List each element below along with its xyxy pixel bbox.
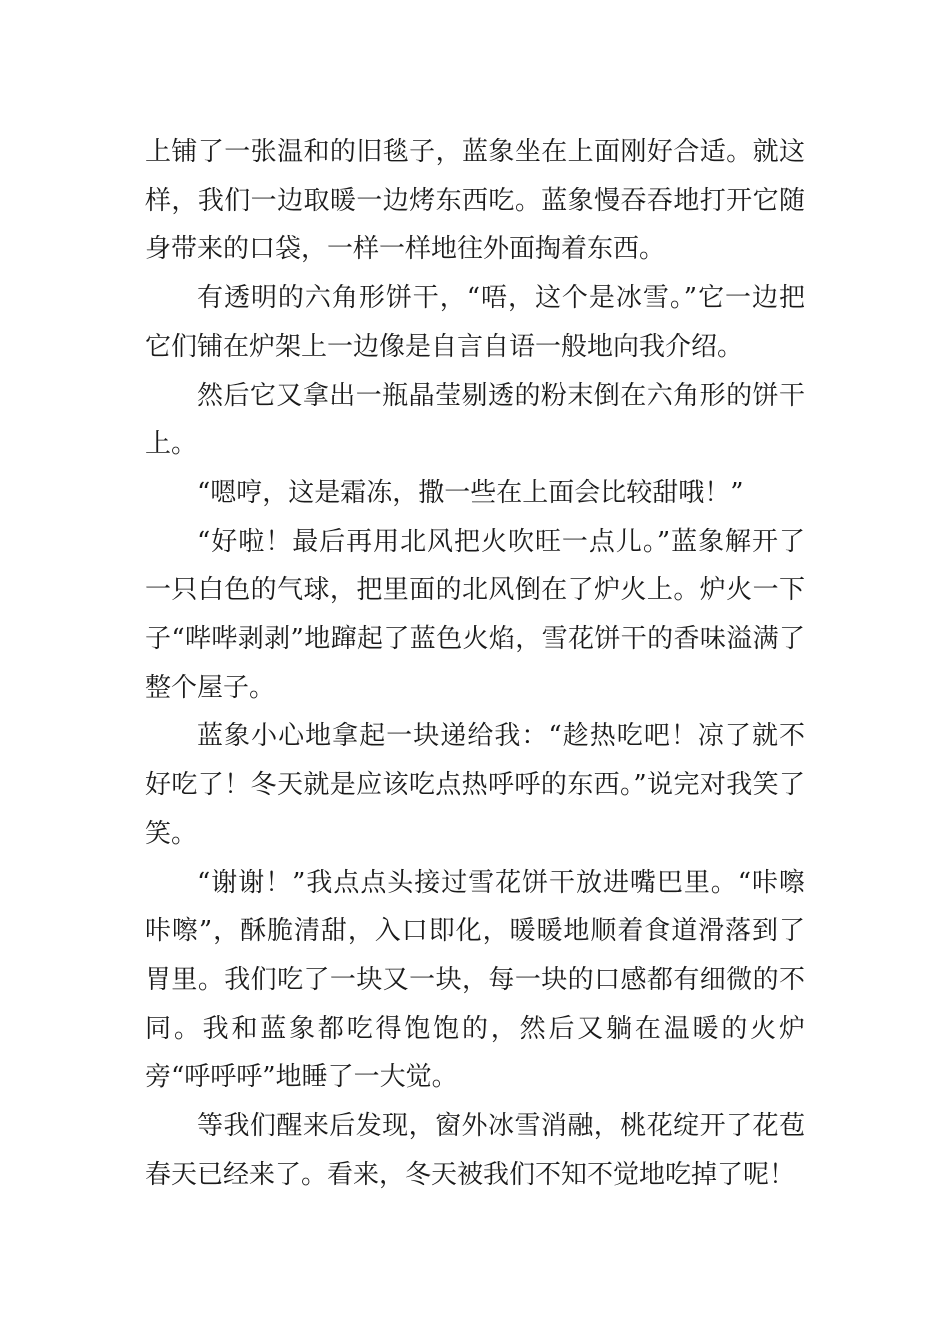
paragraph-4: “嗯哼，这是霜冻，撒一些在上面会比较甜哦！” [197, 477, 744, 508]
document-body [145, 128, 805, 1199]
paragraph-6: 蓝象小心地拿起一块递给我：“趁热吃吧！凉了就不好吃了！冬天就是应该吃点热呼呼的东西。”说完对我笑了笑。 [145, 721, 805, 849]
paragraph-8: 等我们醒来后发现，窗外冰雪消融，桃花绽开了花苞春天已经来了。看来，冬天被我们不知不觉地吃掉了呢！ [145, 1111, 805, 1190]
paragraph-7: “谢谢！”我点点头接过雪花饼干放进嘴巴里。“咔嚓咔嚓”，酥脆清甜，入口即化，暖暖地顺着食道滑落到了胃里。我们吃了一块又一块，每一块的口感都有细微的不同。我和蓝象都吃得饱饱的，然后又躺在温暖的火炉旁“呼呼呼”地睡了一大觉。 [145, 867, 805, 1093]
paragraph-1: 上铺了一张温和的旧毯子，蓝象坐在上面刚好合适。就这样，我们一边取暖一边烤东西吃。蓝象慢吞吞地打开它随身带来的口袋，一样一样地往外面掏着东西。 [145, 137, 805, 265]
paragraph-5: “好啦！最后再用北风把火吹旺一点儿。”蓝象解开了一只白色的气球，把里面的北风倒在了炉火上。炉火一下子“哔哔剥剥”地蹿起了蓝色火焰，雪花饼干的香味溢满了整个屋子。 [145, 526, 805, 703]
paragraph-2: 有透明的六角形饼干，“唔，这个是冰雪。”它一边把它们铺在炉架上一边像是自言自语一般地向我介绍。 [145, 283, 805, 362]
paragraph-3: 然后它又拿出一瓶晶莹剔透的粉末倒在六角形的饼干上。 [145, 380, 805, 460]
